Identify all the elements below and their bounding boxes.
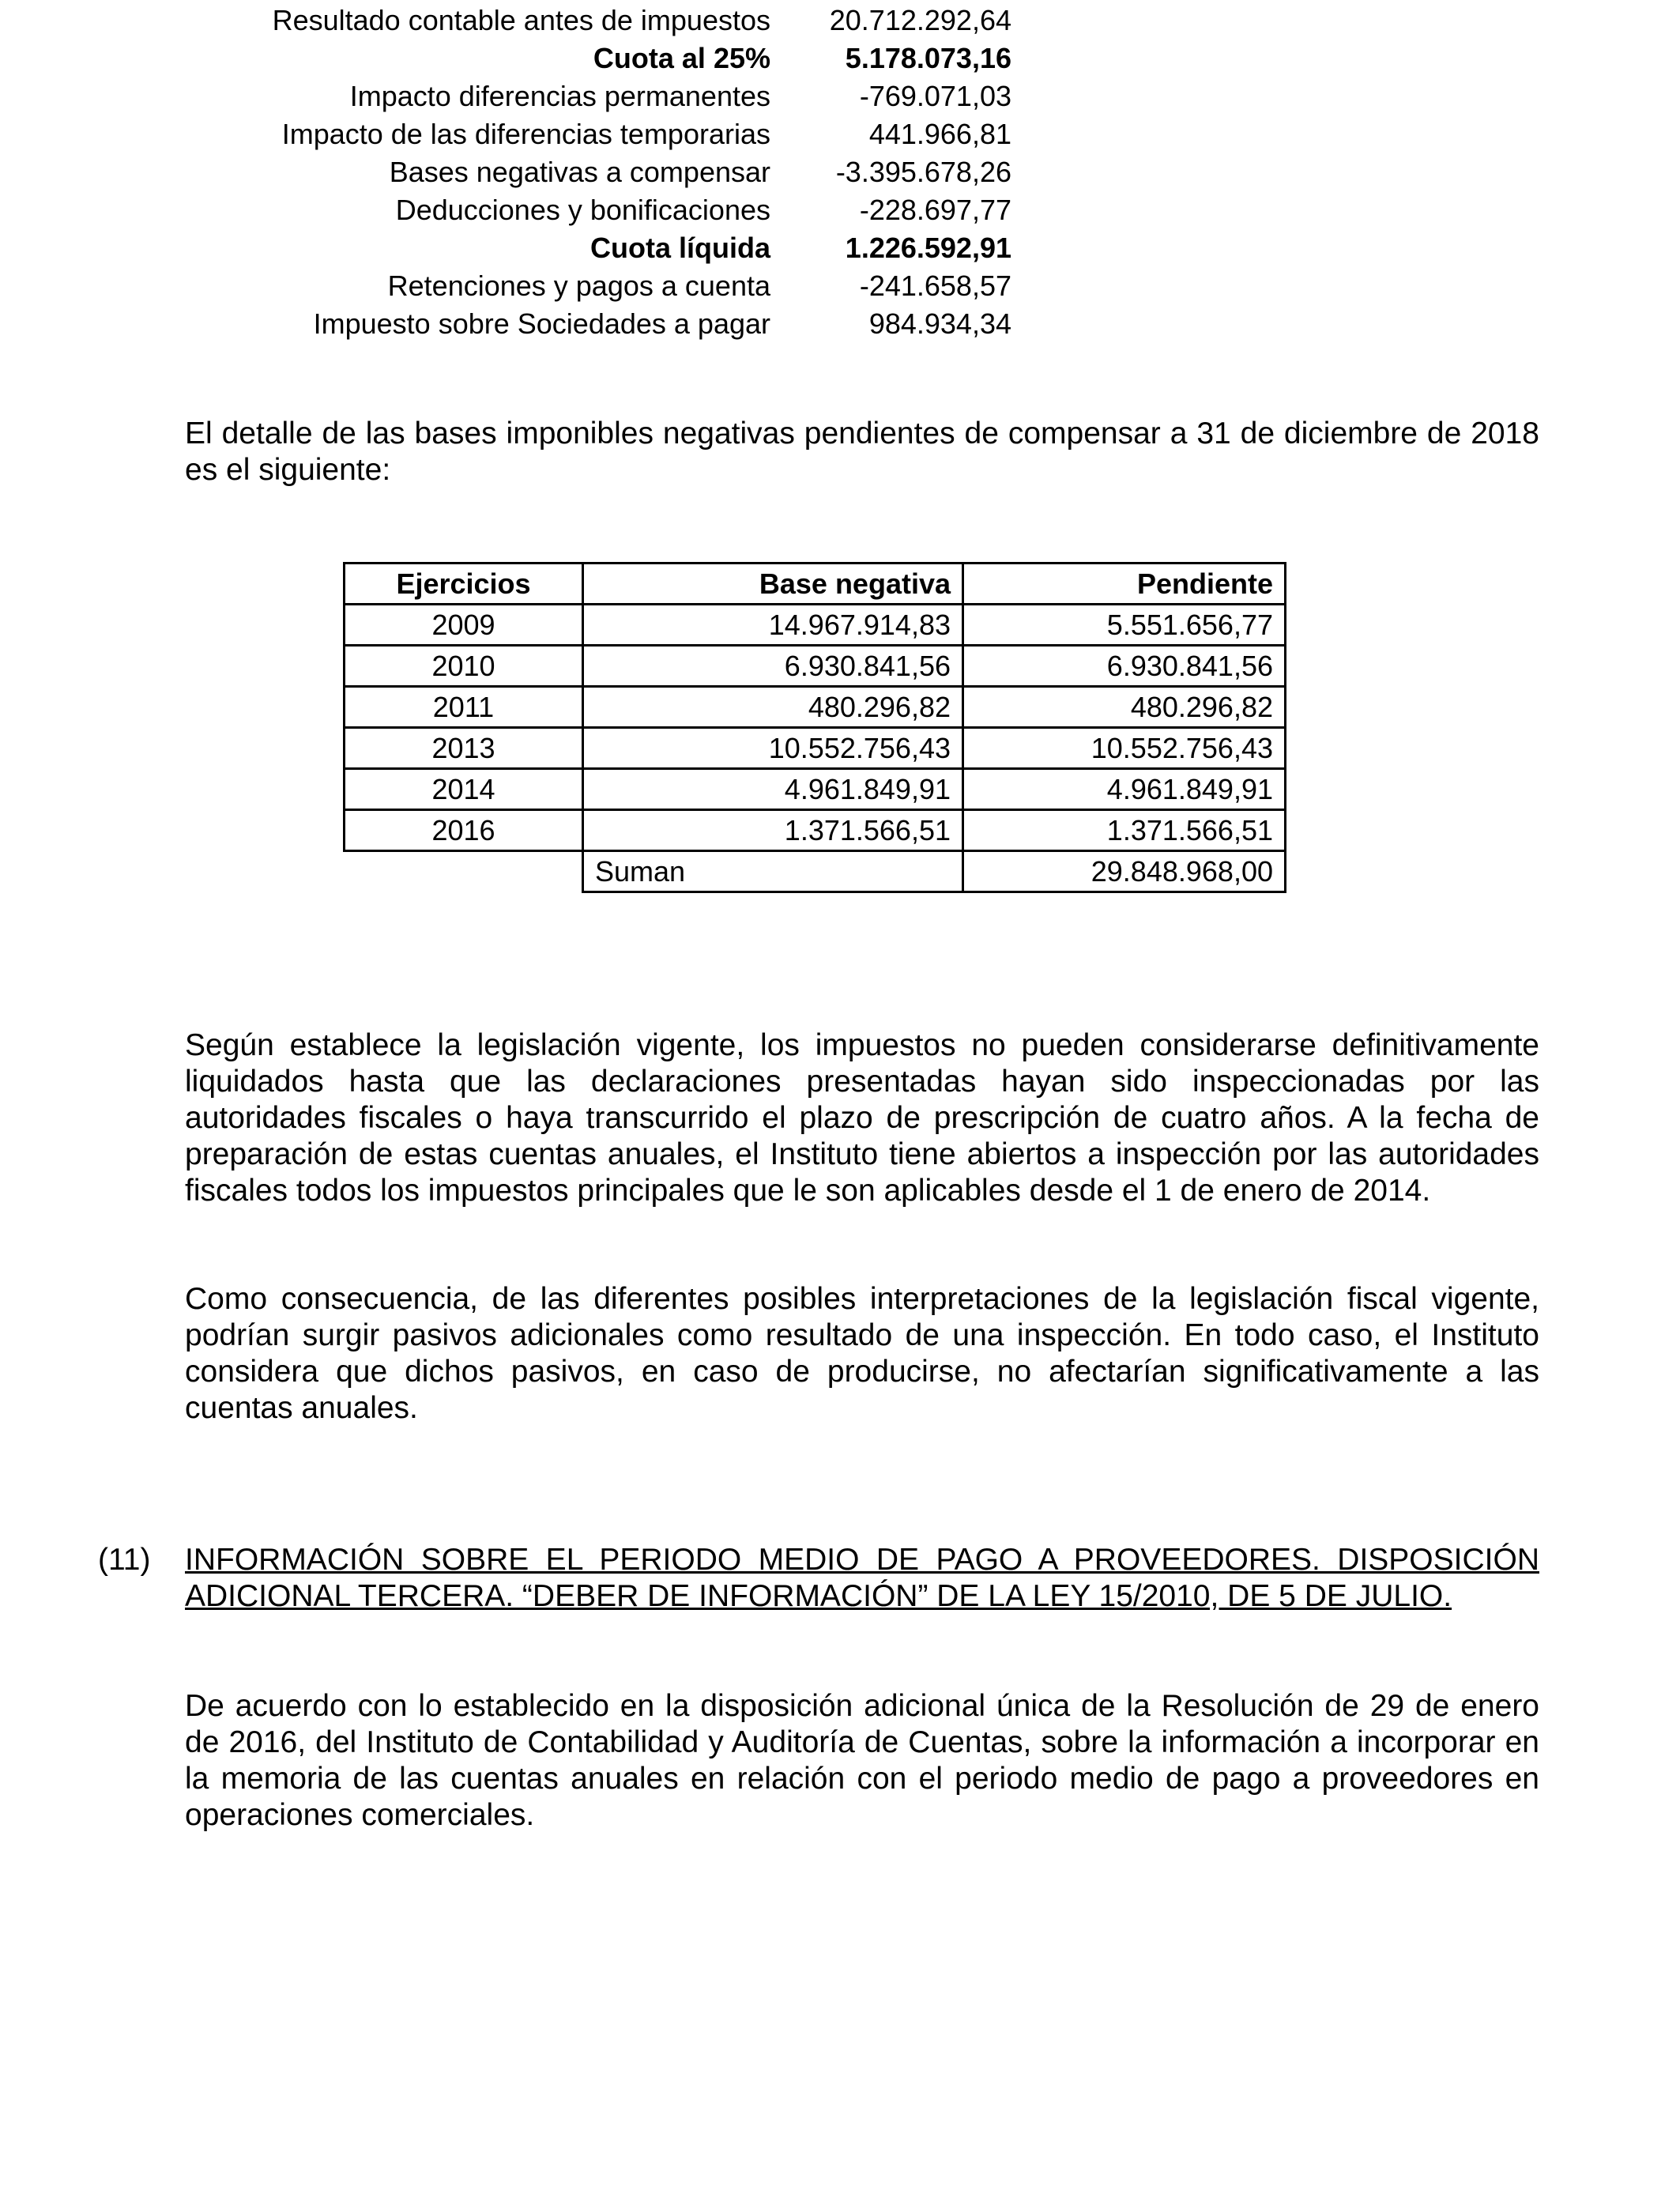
summary-value: -228.697,77 [859,194,1011,226]
pending-cell: 1.371.566,51 [963,810,1286,851]
base-cell: 6.930.841,56 [583,646,963,687]
summary-value: 984.934,34 [868,307,1011,340]
summary-value: 441.966,81 [868,118,1011,150]
summary-label: Resultado contable antes de impuestos [272,4,770,36]
year-cell: 2016 [345,810,583,851]
summary-label: Deducciones y bonificaciones [395,194,770,226]
year-cell: 2011 [345,687,583,728]
table-row [345,605,1286,646]
summary-label: Cuota líquida [590,232,770,264]
summary-row [0,229,1680,267]
pending-cell: 10.552.756,43 [963,728,1286,769]
summary-label: Retenciones y pagos a cuenta [387,270,770,302]
total-value: 29.848.968,00 [963,851,1286,892]
pending-cell: 4.961.849,91 [963,769,1286,810]
summary-value: -769.071,03 [859,80,1011,112]
summary-label: Impacto de las diferencias temporarias [281,118,770,150]
summary-label: Cuota al 25% [593,42,770,74]
summary-label: Impuesto sobre Sociedades a pagar [313,307,770,340]
summary-value: 20.712.292,64 [829,4,1011,36]
intro-paragraph: El detalle de las bases imponibles negativas pendientes de compensar a 31 de diciembre de 2018 es el siguiente: [185,417,1539,487]
summary-label: Impacto diferencias permanentes [349,80,770,112]
base-cell: 14.967.914,83 [583,605,963,646]
paragraph-contingencies: Como consecuencia, de las diferentes posibles interpretaciones de la legislación fiscal vigente, podrían surgir pasivos adicionales como resultado de una inspección. En todo caso, el Instituto considera que dichos pasivos, en caso de producirse, no afectarían significativamente a las cuentas anuales. [185,1282,1539,1425]
column-header: Base negativa [583,564,963,605]
summary-row [0,115,1680,153]
section-number: (11) [98,1543,151,1577]
summary-row [0,77,1680,115]
column-header: Pendiente [963,564,1286,605]
base-cell: 1.371.566,51 [583,810,963,851]
table-total-row [345,851,1286,892]
summary-value: 1.226.592,91 [845,232,1011,264]
summary-label: Bases negativas a compensar [389,156,770,188]
total-label: Suman [583,851,963,892]
table-header-row [345,564,1286,605]
paragraph-payment-period: De acuerdo con lo establecido en la disposición adicional única de la Resolución de 29 de enero de 2016, del Instituto de Contabilidad y Auditoría de Cuentas, sobre la información a incorporar en la memoria de las cuentas anuales en relación con el periodo medio de pago a proveedores en operaciones comerciales. [185,1689,1539,1832]
summary-row [0,153,1680,191]
year-cell: 2009 [345,605,583,646]
table-row [345,687,1286,728]
empty-cell [345,851,583,892]
base-cell: 10.552.756,43 [583,728,963,769]
year-cell: 2013 [345,728,583,769]
table-row [345,728,1286,769]
summary-row [0,305,1680,343]
table-row [345,646,1286,687]
table-row [345,769,1286,810]
base-cell: 4.961.849,91 [583,769,963,810]
summary-value: -3.395.678,26 [835,156,1011,188]
pending-cell: 480.296,82 [963,687,1286,728]
summary-value: -241.658,57 [859,270,1011,302]
paragraph-prescription: Según establece la legislación vigente, los impuestos no pueden considerarse definitivamente liquidados hasta que las declaraciones presentadas hayan sido inspeccionadas por las autoridades fiscales o haya transcurrido el plazo de prescripción de cuatro años. A la fecha de preparación de estas cuentas anuales, el Instituto tiene abiertos a inspección por las autoridades fiscales todos los impuestos principales que le son aplicables desde el 1 de enero de 2014. [185,1028,1539,1208]
section-title: INFORMACIÓN SOBRE EL PERIODO MEDIO DE PAGO A PROVEEDORES. DISPOSICIÓN ADICIONAL TERCERA. “DEBER DE INFORMACIÓN” DE LA LEY 15/2010, DE 5 DE JULIO. [185,1543,1539,1613]
summary-value: 5.178.073,16 [845,42,1011,74]
summary-row [0,2,1680,40]
summary-row [0,40,1680,77]
pending-cell: 5.551.656,77 [963,605,1286,646]
pending-cell: 6.930.841,56 [963,646,1286,687]
column-header: Ejercicios [345,564,583,605]
table-row [345,810,1286,851]
year-cell: 2014 [345,769,583,810]
summary-row [0,191,1680,229]
negative-bases-table [343,562,1286,893]
summary-row [0,267,1680,305]
base-cell: 480.296,82 [583,687,963,728]
year-cell: 2010 [345,646,583,687]
